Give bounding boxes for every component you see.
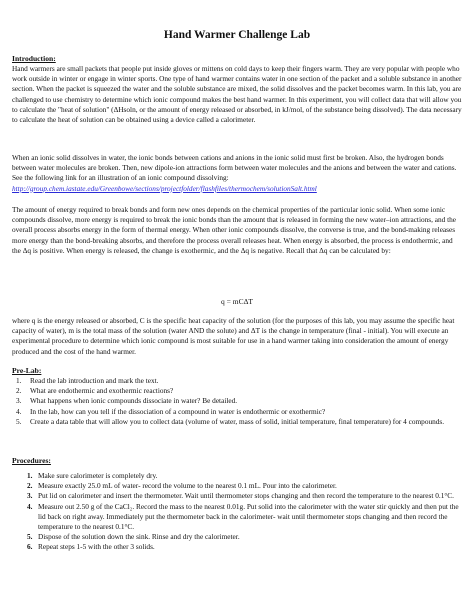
procedure-step: 6. Repeat steps 1-5 with the other 3 solids. xyxy=(27,542,155,552)
intro-paragraph-2-text: When an ionic solid dissolves in water, the ionic bonds between cations and anions in the ionic solid must first be broken. Also, the hydrogen bonds between water molecules are broken. Then, new dipole-ion attractions form between water molecules and the anions and between the water and cations. See the following link for an illustration of an ionic compound dissolving: xyxy=(12,153,457,183)
procedure-step: 2. Measure exactly 25.0 mL of water- record the volume to the nearest 0.1 mL. Pour into the calorimeter. xyxy=(27,481,337,491)
intro-paragraph-4: where q is the energy released or absorbed, C is the specific heat capacity of the solution (for the purposes of this lab, you may assume the specific heat capacity of water), m is the total mass of the solution (water AND the solute) and ΔT is the change in temperature (final - initial). You will execute an experimental procedure to determine which ionic compound is most suitable for use in a hand warmer taking into consideration the amount of energy produced and the cost of the hand warmer. xyxy=(12,316,455,356)
prelab-item: 5. Create a data table that will allow you to collect data (volume of water, mass of solid, initial temperature, final temperature) for 4 compounds. xyxy=(16,416,445,426)
illustration-link[interactable]: http://group.chem.iastate.edu/Greenbowe/sections/projectfolder/flashfiles/thermochem/solutionSalt.html xyxy=(12,183,317,193)
procedures-heading: Procedures: xyxy=(12,456,51,465)
procedure-step: 4. Measure out 2.50 g of the CaCl₂. Record the mass to the nearest 0.01g. Put solid into the calorimeter with the water stir quickly and then put the lid back on right away. Immediately put the thermometer back in the calorimeter- wait until thermometer stops changing and then record the temperature to the nearest 0.1°C. xyxy=(27,501,459,532)
prelab-item: 1. Read the lab introduction and mark the text. xyxy=(16,376,159,385)
prelab-list-container xyxy=(12,376,462,427)
intro-paragraph-2 xyxy=(12,153,462,194)
intro-paragraph-3: The amount of energy required to break bonds and form new ones depends on the chemical properties of the particular ionic solid. When some ionic compounds dissolve, more energy is required to break the ionic bonds than the amount that is released in forming the new water–ion attractions, and the overall process absorbs energy in the form of thermal energy. When other ionic compounds dissolve, the converse is true, and the bond-making releases more energy than the bond-breaking absorbs, and therefore the process overall releases heat. When energy is absorbed, the process is endothermic, and the Δq is positive. When energy is released, the change is exothermic, and the Δq is negative. Recall that Δq can be calculated by: xyxy=(12,205,457,255)
procedures-list-container xyxy=(12,471,462,553)
prelab-item: 3. What happens when ionic compounds dissociate in water? Be detailed. xyxy=(16,396,238,406)
procedure-step: 1. Make sure calorimeter is completely dry. xyxy=(27,471,158,480)
prelab-item: 2. What are endothermic and exothermic reactions? xyxy=(16,386,174,396)
procedures-list xyxy=(12,471,462,553)
heat-formula: q = mCΔT xyxy=(221,297,253,306)
prelab-heading: Pre-Lab: xyxy=(12,366,42,375)
procedure-step: 5. Dispose of the solution down the sink. Rinse and dry the calorimeter. xyxy=(27,532,240,542)
page-title: Hand Warmer Challenge Lab xyxy=(163,29,311,41)
prelab-list xyxy=(12,376,462,427)
procedure-step: 3. Put lid on calorimeter and insert the thermometer. Wait until thermometer stops changing and then record the temperature to the nearest 0.1°C. xyxy=(27,491,454,501)
introduction-heading: Introduction: xyxy=(12,54,56,63)
intro-paragraph-1: Hand warmers are small packets that people put inside gloves or mittens on cold days to keep their fingers warm. They are very popular with people who work outside in winter or engage in winter sports. One type of hand warmer contains water in one section of the packet and a soluble substance in another section. When the packet is squeezed the water and the soluble substance are mixed, the solid dissolves and the packet becomes warm. In this lab, you are challenged to use chemistry to determine which ionic compound makes the best hand warmer. In this experiment, you will collect data that will allow you to calculate the "heat of solution" (ΔHsoln, or the amount of energy released or absorbed, in kJ/mol, of the substance being dissolved). The data necessary to calculate the heat of solution can be obtained using a device called a calorimeter. xyxy=(12,64,462,125)
prelab-item: 4. In the lab, how can you tell if the dissociation of a compound in water is endothermic or exothermic? xyxy=(16,406,326,416)
